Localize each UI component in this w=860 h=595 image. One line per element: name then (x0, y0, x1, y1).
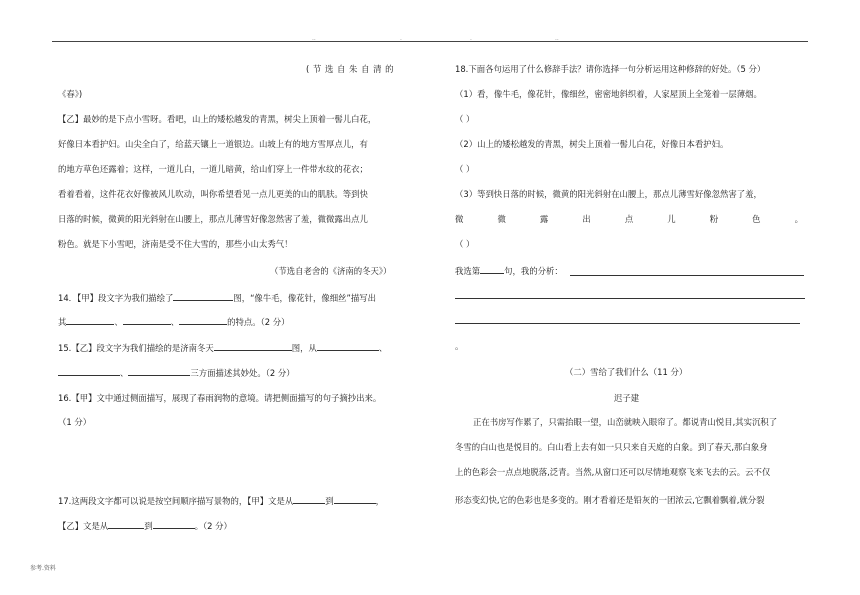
header-mark: . (400, 35, 402, 42)
answer-paren-3[interactable]: （ ） (455, 239, 475, 249)
passage-yi-line: 看着看着，这件花衣好像被风儿吹动，叫你希望看见一点儿更美的山的肌肤。等到快 (58, 189, 368, 199)
source-zhu-ziqing: ( 节 选 自 朱 自 清 的 (306, 64, 395, 74)
answer-blank[interactable] (173, 291, 233, 301)
essay-line: 正在书房写作累了，只需抬眼一望，山峦就映入眼帘了。都说青山悦目,其实沉积了 (473, 417, 778, 427)
answer-blank[interactable] (317, 341, 379, 351)
answer-blank[interactable] (58, 366, 120, 376)
essay-line: 上的色彩会一点点地脱落,泛青。当然,从窗口还可以尽情地观察飞来飞去的云。云不仅 (455, 467, 771, 477)
passage-yi-line: 粉色。就是下小雪吧，济南是受不住大雪的，那些小山太秀气！ (58, 239, 293, 249)
source-chun: 《春》) (58, 89, 83, 99)
question-14-cont: 其 、 、 的特点。（2 分） (58, 317, 290, 327)
question-15: 15.【乙】段文字为我们描绘的是济南冬天 图，从 、 (58, 343, 388, 353)
answer-blank[interactable] (128, 366, 190, 376)
essay-line: 冬雪的白山也是悦目的。白山看上去有如一只只来自天庭的白象。到了春天,那白象身 (455, 442, 768, 452)
answer-blank[interactable] (293, 494, 325, 504)
answer-rule[interactable] (570, 275, 804, 276)
header-rule (52, 41, 808, 42)
sentence-3-cont: 微 微 露 出 点 儿 粉 色 。 (455, 214, 803, 224)
passage-yi-line: 日落的时候，微黄的阳光斜射在山腰上，那点儿薄雪好像忽然害了羞，微微露出点儿 (58, 214, 368, 224)
answer-blank[interactable] (334, 494, 376, 504)
author: 迟子建 (614, 393, 640, 403)
source-laoshe: （节选自老舍的《济南的冬天》） (270, 266, 392, 276)
passage-yi-line: 的地方草色还露着；这样，一道儿白，一道儿暗黄，给山们穿上一件带水纹的花衣； (58, 164, 368, 174)
header-mark: .. (312, 35, 316, 42)
question-15-cont: 、 三方面描述其妙处。（2 分） (58, 366, 295, 379)
answer-rule[interactable] (455, 323, 800, 324)
header-mark: .. (555, 35, 559, 42)
question-16: 16.【甲】文中通过侧面描写，展现了春雨润物的意境。请把侧面描写的句子摘抄出来。 (58, 393, 382, 403)
sentence-1: （1）看，像牛毛，像花针，像细丝，密密地斜织着，人家屋顶上全笼着一层薄烟。 (455, 89, 762, 99)
question-18: 18.下面各句运用了什么修辞手法？请你选择一句分析运用这种修辞的好处。（5 分） (455, 64, 766, 74)
answer-paren-2[interactable]: （ ） (455, 164, 475, 174)
section-2-heading: （二）雪给了我们什么（11 分） (565, 367, 688, 377)
sentence-2: （2）山上的矮松越发的青黑，树尖上顶着一髻儿白花，好像日本看护妇。 (455, 139, 729, 149)
question-16-score: （1 分） (58, 417, 92, 427)
answer-blank[interactable] (480, 264, 504, 274)
passage-yi-line: 好像日本看护妇。山尖全白了，给蓝天镶上一道银边。山坡上有的地方雪厚点儿，有 (58, 139, 368, 149)
answer-rule[interactable] (455, 298, 805, 299)
footer-note: 参考.资料 (30, 565, 56, 572)
answer-blank[interactable] (123, 315, 171, 325)
question-14: 14．【甲】段文字为我们描绘了 图，“像牛毛，像花针，像细丝”描写出 (58, 293, 377, 303)
answer-blank[interactable] (66, 315, 114, 325)
header-mark: . (470, 35, 472, 42)
answer-blank[interactable] (179, 315, 227, 325)
answer-blank[interactable] (153, 519, 195, 529)
answer-blank[interactable] (214, 341, 292, 351)
passage-yi-line: 【乙】最妙的是下点小雪呀。看吧，山上的矮松越发的青黑，树尖上顶着一髻儿白花， (58, 114, 377, 124)
answer-paren-1[interactable]: （ ） (455, 114, 475, 124)
question-17-cont: 【乙】文是从 到 。（2 分） (58, 521, 232, 531)
period-mark: 。 (455, 341, 464, 351)
essay-line: 形态变幻快,它的色彩也是多变的。刚才看着还是铅灰的一团浓云,它飘着飘着,就分裂 (455, 495, 765, 505)
choose-sentence-line: 我选第 句，我的分析： (455, 266, 563, 276)
answer-blank[interactable] (108, 519, 144, 529)
sentence-3: （3）等到快日落的时候，微黄的阳光斜射在山腰上，那点儿薄雪好像忽然害了羞， (455, 189, 762, 199)
question-17: 17.这两段文字都可以说是按空间顺序描写景物的，【甲】文是从 到 ， (58, 496, 384, 506)
